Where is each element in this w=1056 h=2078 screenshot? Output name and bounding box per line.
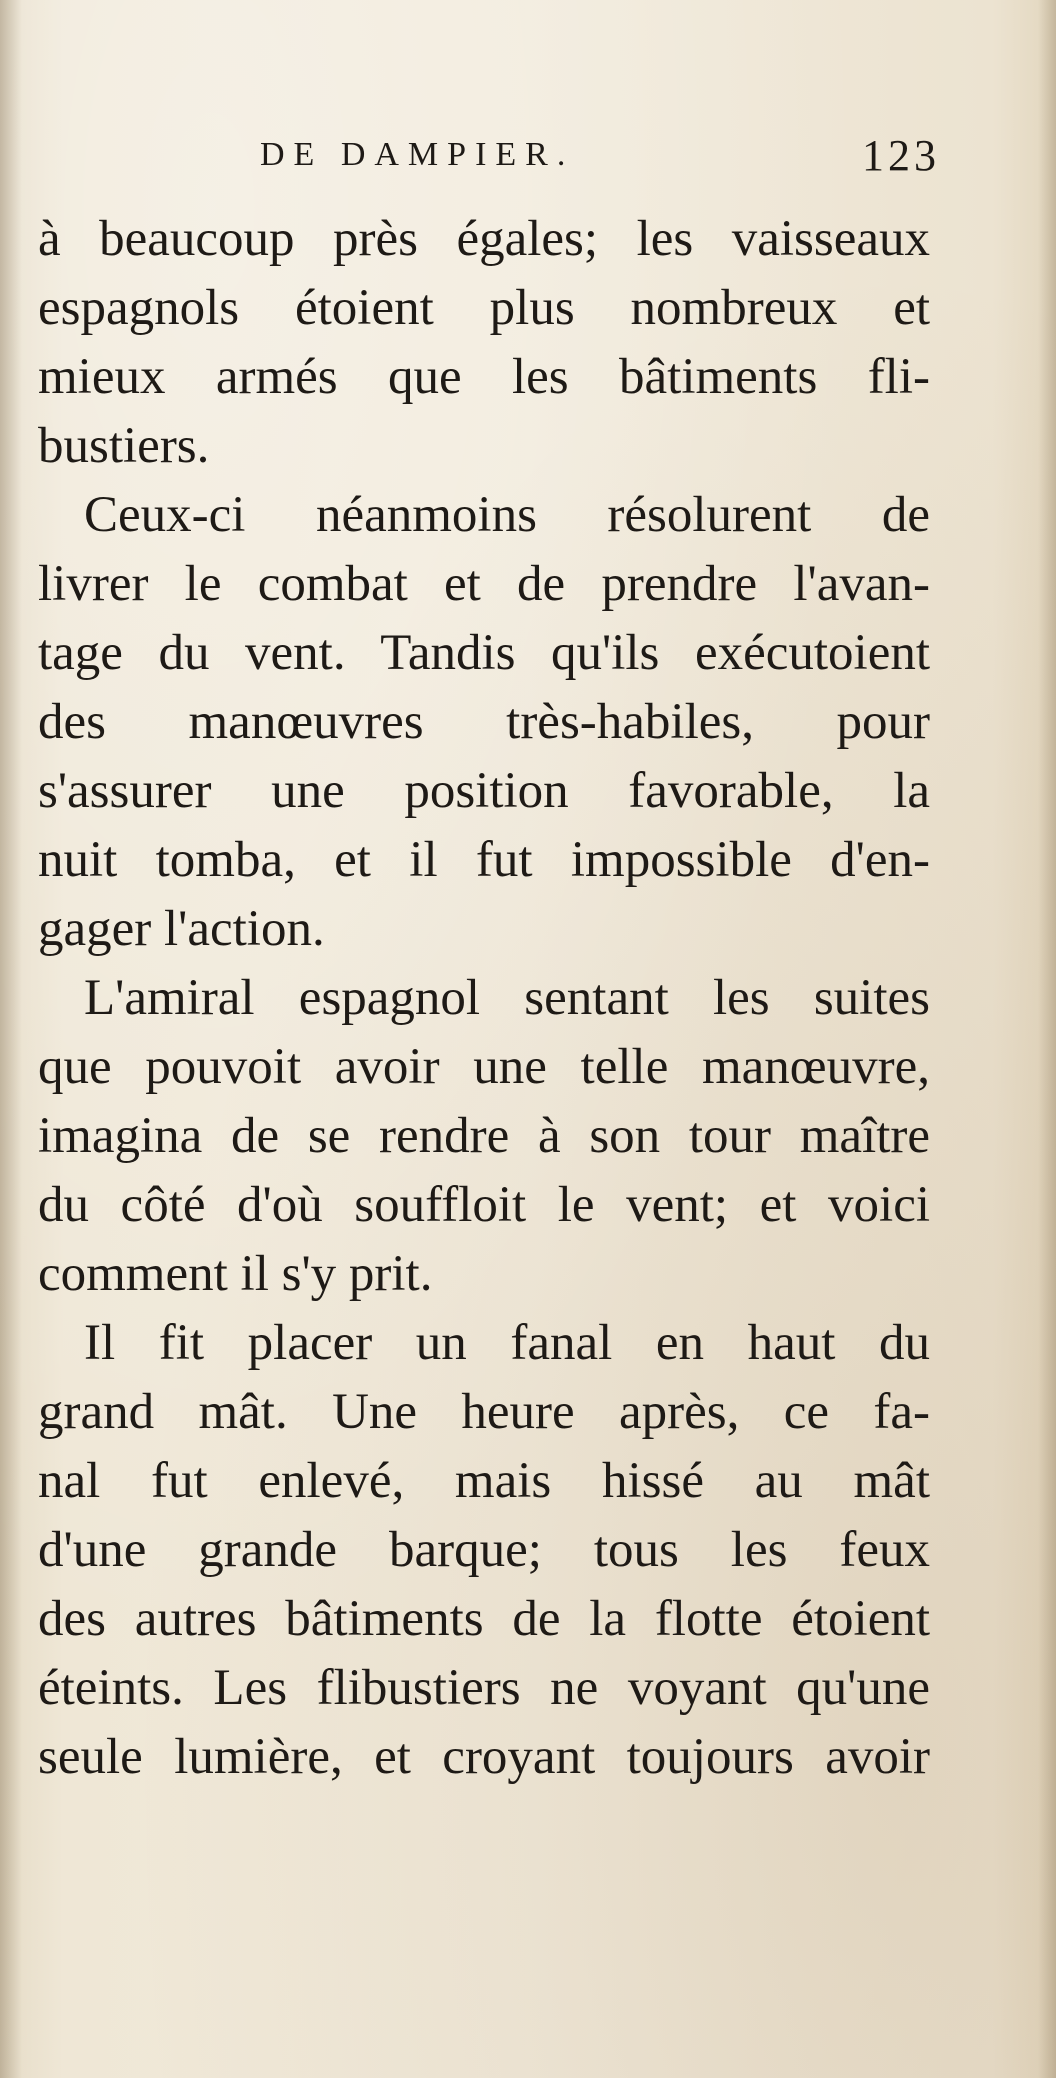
page-header bbox=[40, 130, 940, 190]
text-line: des autres bâtiments de la flotte étoient bbox=[38, 1591, 930, 1647]
text-line: s'assurer une position favorable, la bbox=[38, 763, 930, 819]
text-line: espagnols étoient plus nombreux et bbox=[38, 280, 930, 336]
text-line: Il fit placer un fanal en haut du bbox=[84, 1315, 930, 1371]
text-line: gager l'action. bbox=[38, 901, 325, 957]
running-title: DE DAMPIER. bbox=[260, 136, 575, 173]
text-line: seule lumière, et croyant toujours avoir bbox=[38, 1729, 930, 1785]
text-line: bustiers. bbox=[38, 418, 210, 474]
text-line: nuit tomba, et il fut impossible d'en- bbox=[38, 832, 930, 888]
text-line: comment il s'y prit. bbox=[38, 1246, 433, 1302]
text-line: imagina de se rendre à son tour maître bbox=[38, 1108, 930, 1164]
text-line: que pouvoit avoir une telle manœuvre, bbox=[38, 1039, 930, 1095]
page-left-edge-shadow bbox=[0, 0, 22, 2078]
text-line: du côté d'où souffloit le vent; et voici bbox=[38, 1177, 930, 1233]
text-line: mieux armés que les bâtiments fli- bbox=[38, 349, 930, 405]
page-right-edge-shadow bbox=[1038, 0, 1056, 2078]
body-text bbox=[38, 205, 930, 1792]
text-line: tage du vent. Tandis qu'ils exécutoient bbox=[38, 625, 930, 681]
text-line: grand mât. Une heure après, ce fa- bbox=[38, 1384, 930, 1440]
text-line: d'une grande barque; tous les feux bbox=[38, 1522, 930, 1578]
text-line: des manœuvres très-habiles, pour bbox=[38, 694, 930, 750]
text-line: à beaucoup près égales; les vaisseaux bbox=[38, 211, 930, 267]
text-line: nal fut enlevé, mais hissé au mât bbox=[38, 1453, 930, 1509]
page-number: 123 bbox=[862, 131, 940, 180]
text-line: éteints. Les flibustiers ne voyant qu'une bbox=[38, 1660, 930, 1716]
text-line: L'amiral espagnol sentant les suites bbox=[84, 970, 930, 1026]
text-line: livrer le combat et de prendre l'avan- bbox=[38, 556, 930, 612]
text-line: Ceux-ci néanmoins résolurent de bbox=[84, 487, 930, 543]
